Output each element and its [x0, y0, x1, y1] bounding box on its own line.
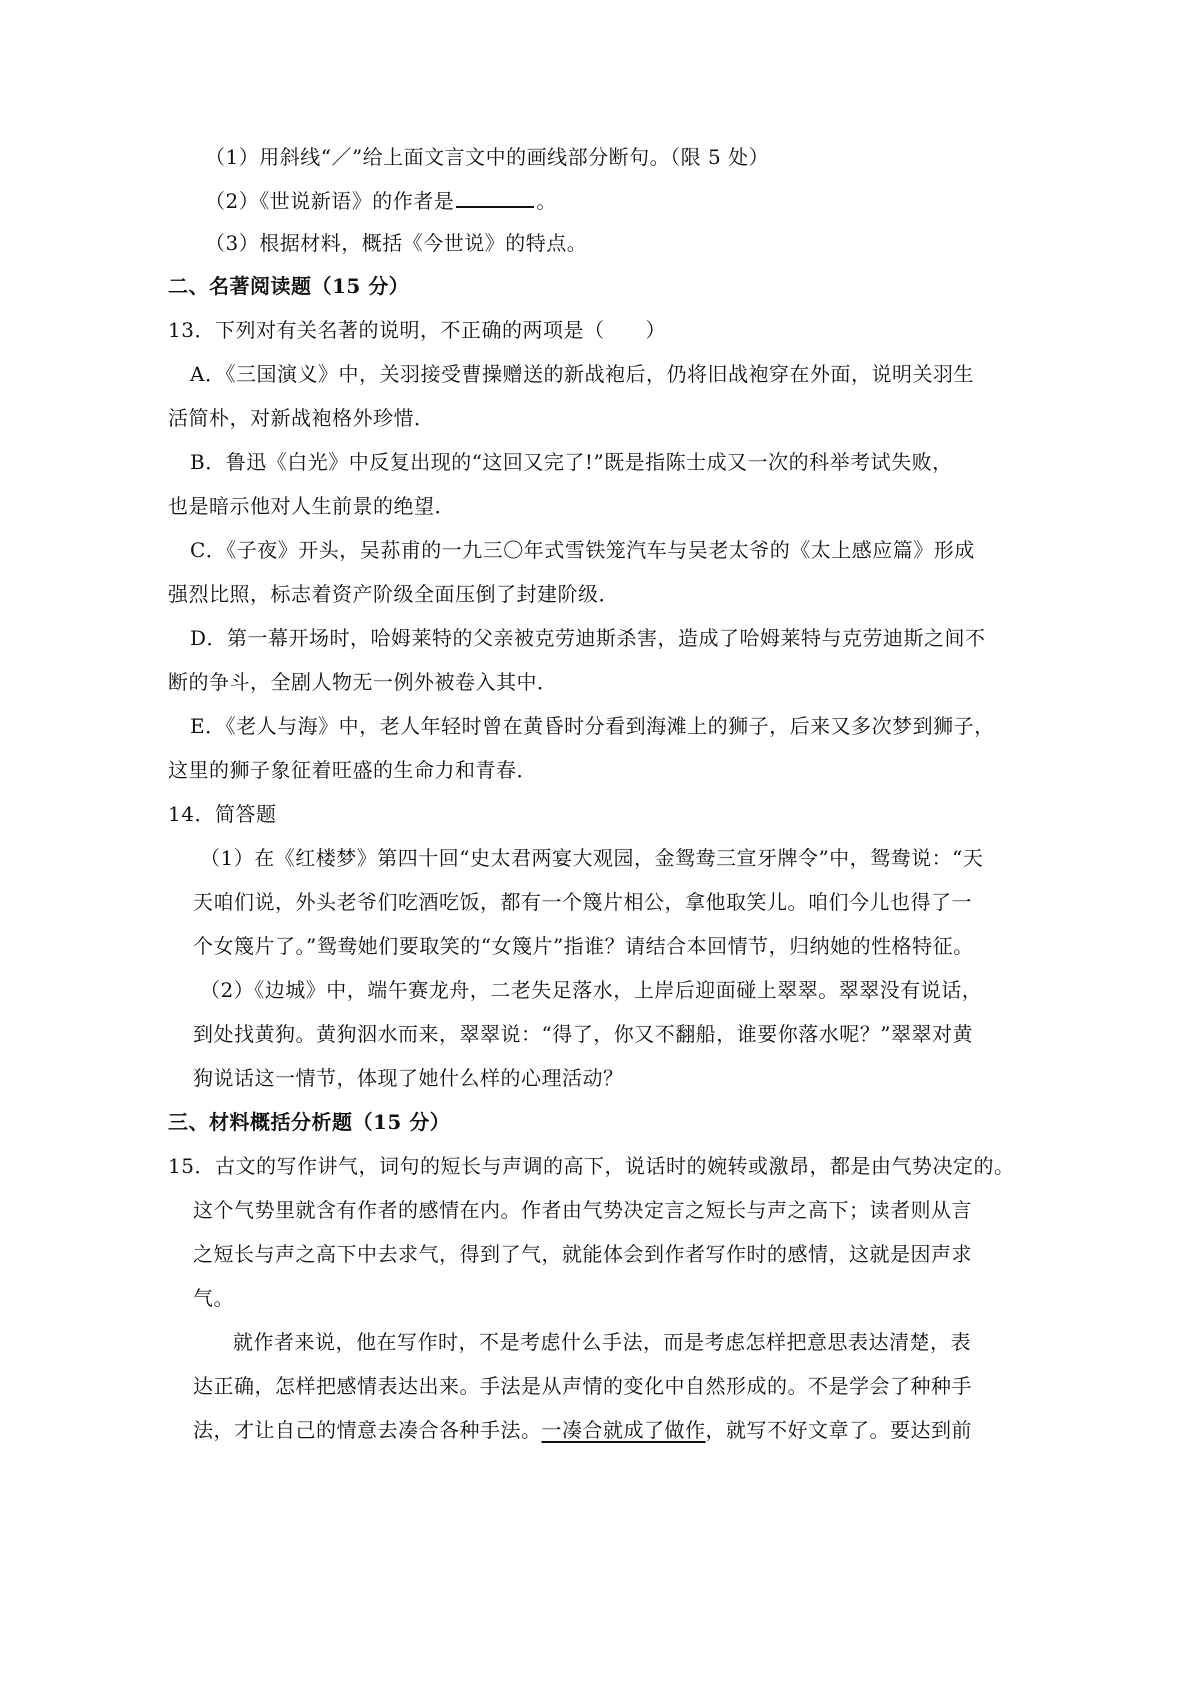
- q15-line5: 就作者来说，他在写作时，不是考虑什么手法，而是考虑怎样把意思表达清楚，表: [233, 1330, 971, 1354]
- q13-option-d-line2: 断的争斗，全剧人物无一例外被卷入其中．: [168, 670, 558, 694]
- q14-part1-line3: 个女篾片了。”鸳鸯她们要取笑的“女篾片”指谁？请结合本回情节，归纳她的性格特征。: [193, 934, 974, 958]
- q13-option-b-line2: 也是暗示他对人生前景的绝望．: [168, 494, 455, 518]
- q14-part2-line2: 到处找黄狗。黄狗泅水而来，翠翠说：“得了，你又不翻船，谁要你落水呢？”翠翠对黄: [193, 1022, 973, 1046]
- q15-underlined-phrase: 一凑合就成了做作: [541, 1418, 706, 1442]
- q13-option-e-line2: 这里的狮子象征着旺盛的生命力和青春．: [168, 758, 537, 782]
- q13-option-c-line2: 强烈比照，标志着资产阶级全面压倒了封建阶级．: [168, 582, 619, 606]
- q12-sub1: （1）用斜线“／”给上面文言文中的画线部分断句。（限 5 处）: [205, 145, 770, 169]
- q12-sub2-text: （2）《世说新语》的作者是: [205, 189, 455, 213]
- section3-heading: 三、材料概括分析题（15 分）: [168, 1110, 451, 1134]
- q14-part1-line1: （1）在《红楼梦》第四十回“史太君两宴大观园，金鸳鸯三宣牙牌令”中，鸳鸯说：“天: [200, 846, 984, 870]
- q12-sub2-end: 。: [536, 189, 557, 213]
- q13-option-e-line1: E．《老人与海》中，老人年轻时曾在黄昏时分看到海滩上的狮子，后来又多次梦到狮子，: [190, 714, 995, 738]
- q13-option-a-line2: 活简朴，对新战袍格外珍惜．: [168, 406, 435, 430]
- q13-option-d-line1: D．第一幕开场时，哈姆莱特的父亲被克劳迪斯杀害，造成了哈姆莱特与克劳迪斯之间不: [190, 626, 986, 650]
- q15-line7-part2: ，就写不好文章了。要达到前: [705, 1418, 972, 1442]
- q14-part2-line3: 狗说话这一情节，体现了她什么样的心理活动？: [193, 1066, 624, 1090]
- q14-part2-line1: （2）《边城》中，端午赛龙舟，二老失足落水，上岸后迎面碰上翠翠。翠翠没有说话，: [200, 978, 983, 1002]
- q13-option-a-line1: A．《三国演义》中，关羽接受曹操赠送的新战袍后，仍将旧战袍穿在外面，说明关羽生: [190, 362, 974, 386]
- answer-blank: [456, 186, 534, 208]
- q15-line1: 15．古文的写作讲气，词句的短长与声调的高下，说话时的婉转或激昂，都是由气势决定的。: [168, 1154, 1015, 1178]
- section2-heading: 二、名著阅读题（15 分）: [168, 274, 410, 298]
- q15-line3: 之短长与声之高下中去求气，得到了气，就能体会到作者写作时的感情，这就是因声求: [193, 1242, 972, 1266]
- q14-stem: 14．简答题: [168, 802, 277, 826]
- q14-part1-line2: 天咱们说，外头老爷们吃酒吃饭，都有一个篾片相公，拿他取笑儿。咱们今儿也得了一: [193, 890, 972, 914]
- q12-sub3: （3）根据材料，概括《今世说》的特点。: [205, 231, 588, 255]
- q13-option-c-line1: C．《子夜》开头，吴荪甫的一九三〇年式雪铁笼汽车与吴老太爷的《太上感应篇》形成: [190, 538, 975, 562]
- q15-line4: 气。: [193, 1286, 234, 1310]
- q15-line2: 这个气势里就含有作者的感情在内。作者由气势决定言之短长与声之高下；读者则从言: [193, 1198, 972, 1222]
- q15-line7-part1: 法，才让自己的情意去凑合各种手法。: [193, 1418, 542, 1442]
- q15-line7: [193, 1416, 972, 1444]
- q13-option-b-line1: B．鲁迅《白光》中反复出现的“这回又完了!”既是指陈士成又一次的科举考试失败，: [190, 450, 953, 474]
- q15-line6: 达正确，怎样把感情表达出来。手法是从声情的变化中自然形成的。不是学会了种种手: [193, 1374, 972, 1398]
- q12-sub2: [205, 186, 557, 215]
- q13-stem: 13．下列对有关名著的说明，不正确的两项是（ ）: [168, 318, 666, 342]
